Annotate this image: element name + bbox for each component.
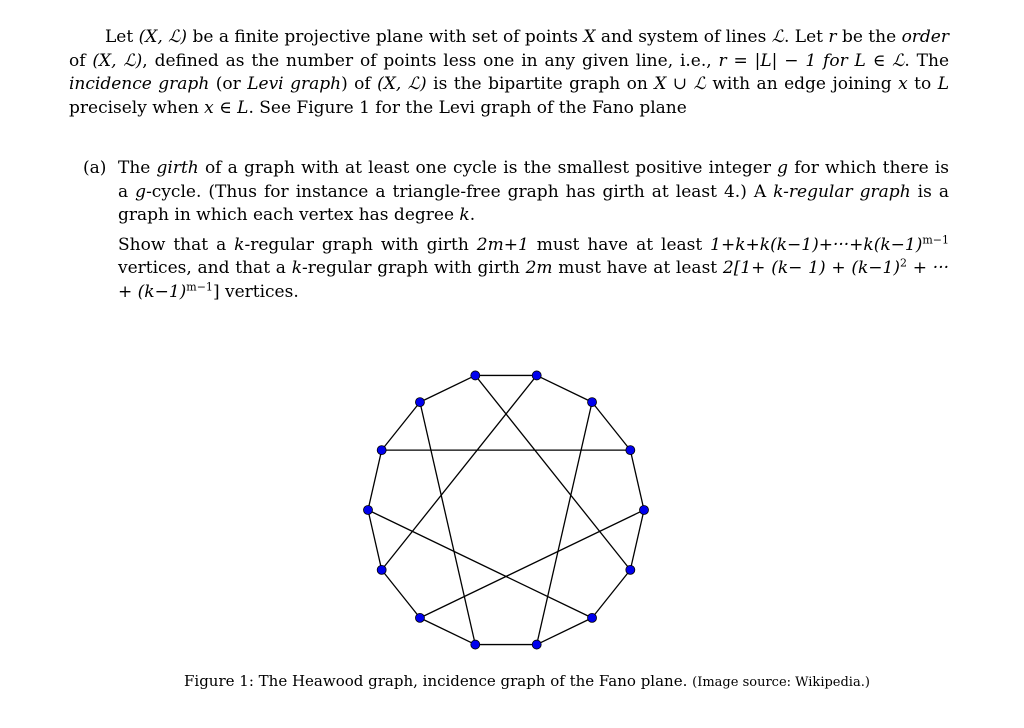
graph-vertex-9	[415, 613, 424, 622]
graph-edges	[368, 375, 644, 644]
caption-source: (Image source: Wikipedia.)	[692, 675, 870, 690]
graph-edge-2-7	[537, 402, 592, 644]
graph-vertex-2	[588, 398, 597, 407]
graph-edge-6-7	[537, 618, 592, 645]
graph-edge-8-9	[420, 618, 475, 645]
graph-vertex-1	[532, 371, 541, 380]
figure-caption: Figure 1: The Heawood graph, incidence graph of the Fano plane. (Image source: Wikipedia.)	[184, 672, 870, 690]
graph-edge-11-12	[368, 450, 382, 510]
graph-edge-8-13	[420, 402, 475, 644]
graph-edge-1-2	[537, 375, 592, 402]
graph-vertex-4	[640, 506, 649, 515]
graph-vertex-10	[377, 565, 386, 574]
intro-paragraph: Let (X, ℒ) be a finite projective plane with set of points X and system of lines ℒ. Let r be the order of (X, ℒ), defined as the number of points less one in any given line, i.e., r = |L| − 1 for L ∈ ℒ. The incidence graph (or Levi graph) of (X, ℒ) is the bipartite graph on X ∪ ℒ with an edge joining x to L precisely when x ∈ L. See Figure 1 for the Levi graph of the Fano plane	[69, 27, 950, 118]
graph-vertices	[364, 371, 649, 649]
graph-edge-10-1	[382, 375, 537, 569]
graph-edge-4-5	[630, 510, 644, 570]
girth-definition: The girth of a graph with at least one cycle is the smallest positive integer g for which there is a g-cycle. (Thus for instance a triangle-free graph has girth at least 4.) A k-regular graph is a graph in which each vertex has degree k.	[118, 158, 949, 225]
graph-edge-5-6	[592, 570, 630, 618]
graph-edge-3-4	[630, 450, 644, 510]
graph-edge-2-3	[592, 402, 630, 450]
exercise-statement: Show that a k-regular graph with girth 2m+1 must have at least $1+k+k(k-1)+\cdot\cdot\cdot+k(k-1)^{m-1}$ vertices, and that a k-regular graph with girth 2m must have at least $2[1+ (k- 1) + (k-1)^2$ + ··· + $(k-1)^{m-1}$] vertices.	[118, 232, 950, 302]
graph-vertex-8	[471, 640, 480, 649]
graph-edge-6-11	[368, 510, 592, 618]
item-label: (a)	[83, 158, 107, 178]
graph-vertex-3	[626, 446, 635, 455]
graph-edge-9-10	[382, 570, 420, 618]
graph-vertex-5	[626, 565, 635, 574]
graph-vertex-7	[532, 640, 541, 649]
graph-vertex-12	[377, 446, 386, 455]
graph-edge-4-9	[420, 510, 644, 618]
graph-edge-0-5	[475, 375, 630, 569]
graph-edge-13-0	[420, 375, 475, 402]
graph-vertex-13	[415, 398, 424, 407]
graph-vertex-0	[471, 371, 480, 380]
graph-edge-10-11	[368, 510, 382, 570]
graph-vertex-6	[588, 613, 597, 622]
graph-vertex-11	[364, 506, 373, 515]
graph-edge-12-13	[382, 402, 420, 450]
